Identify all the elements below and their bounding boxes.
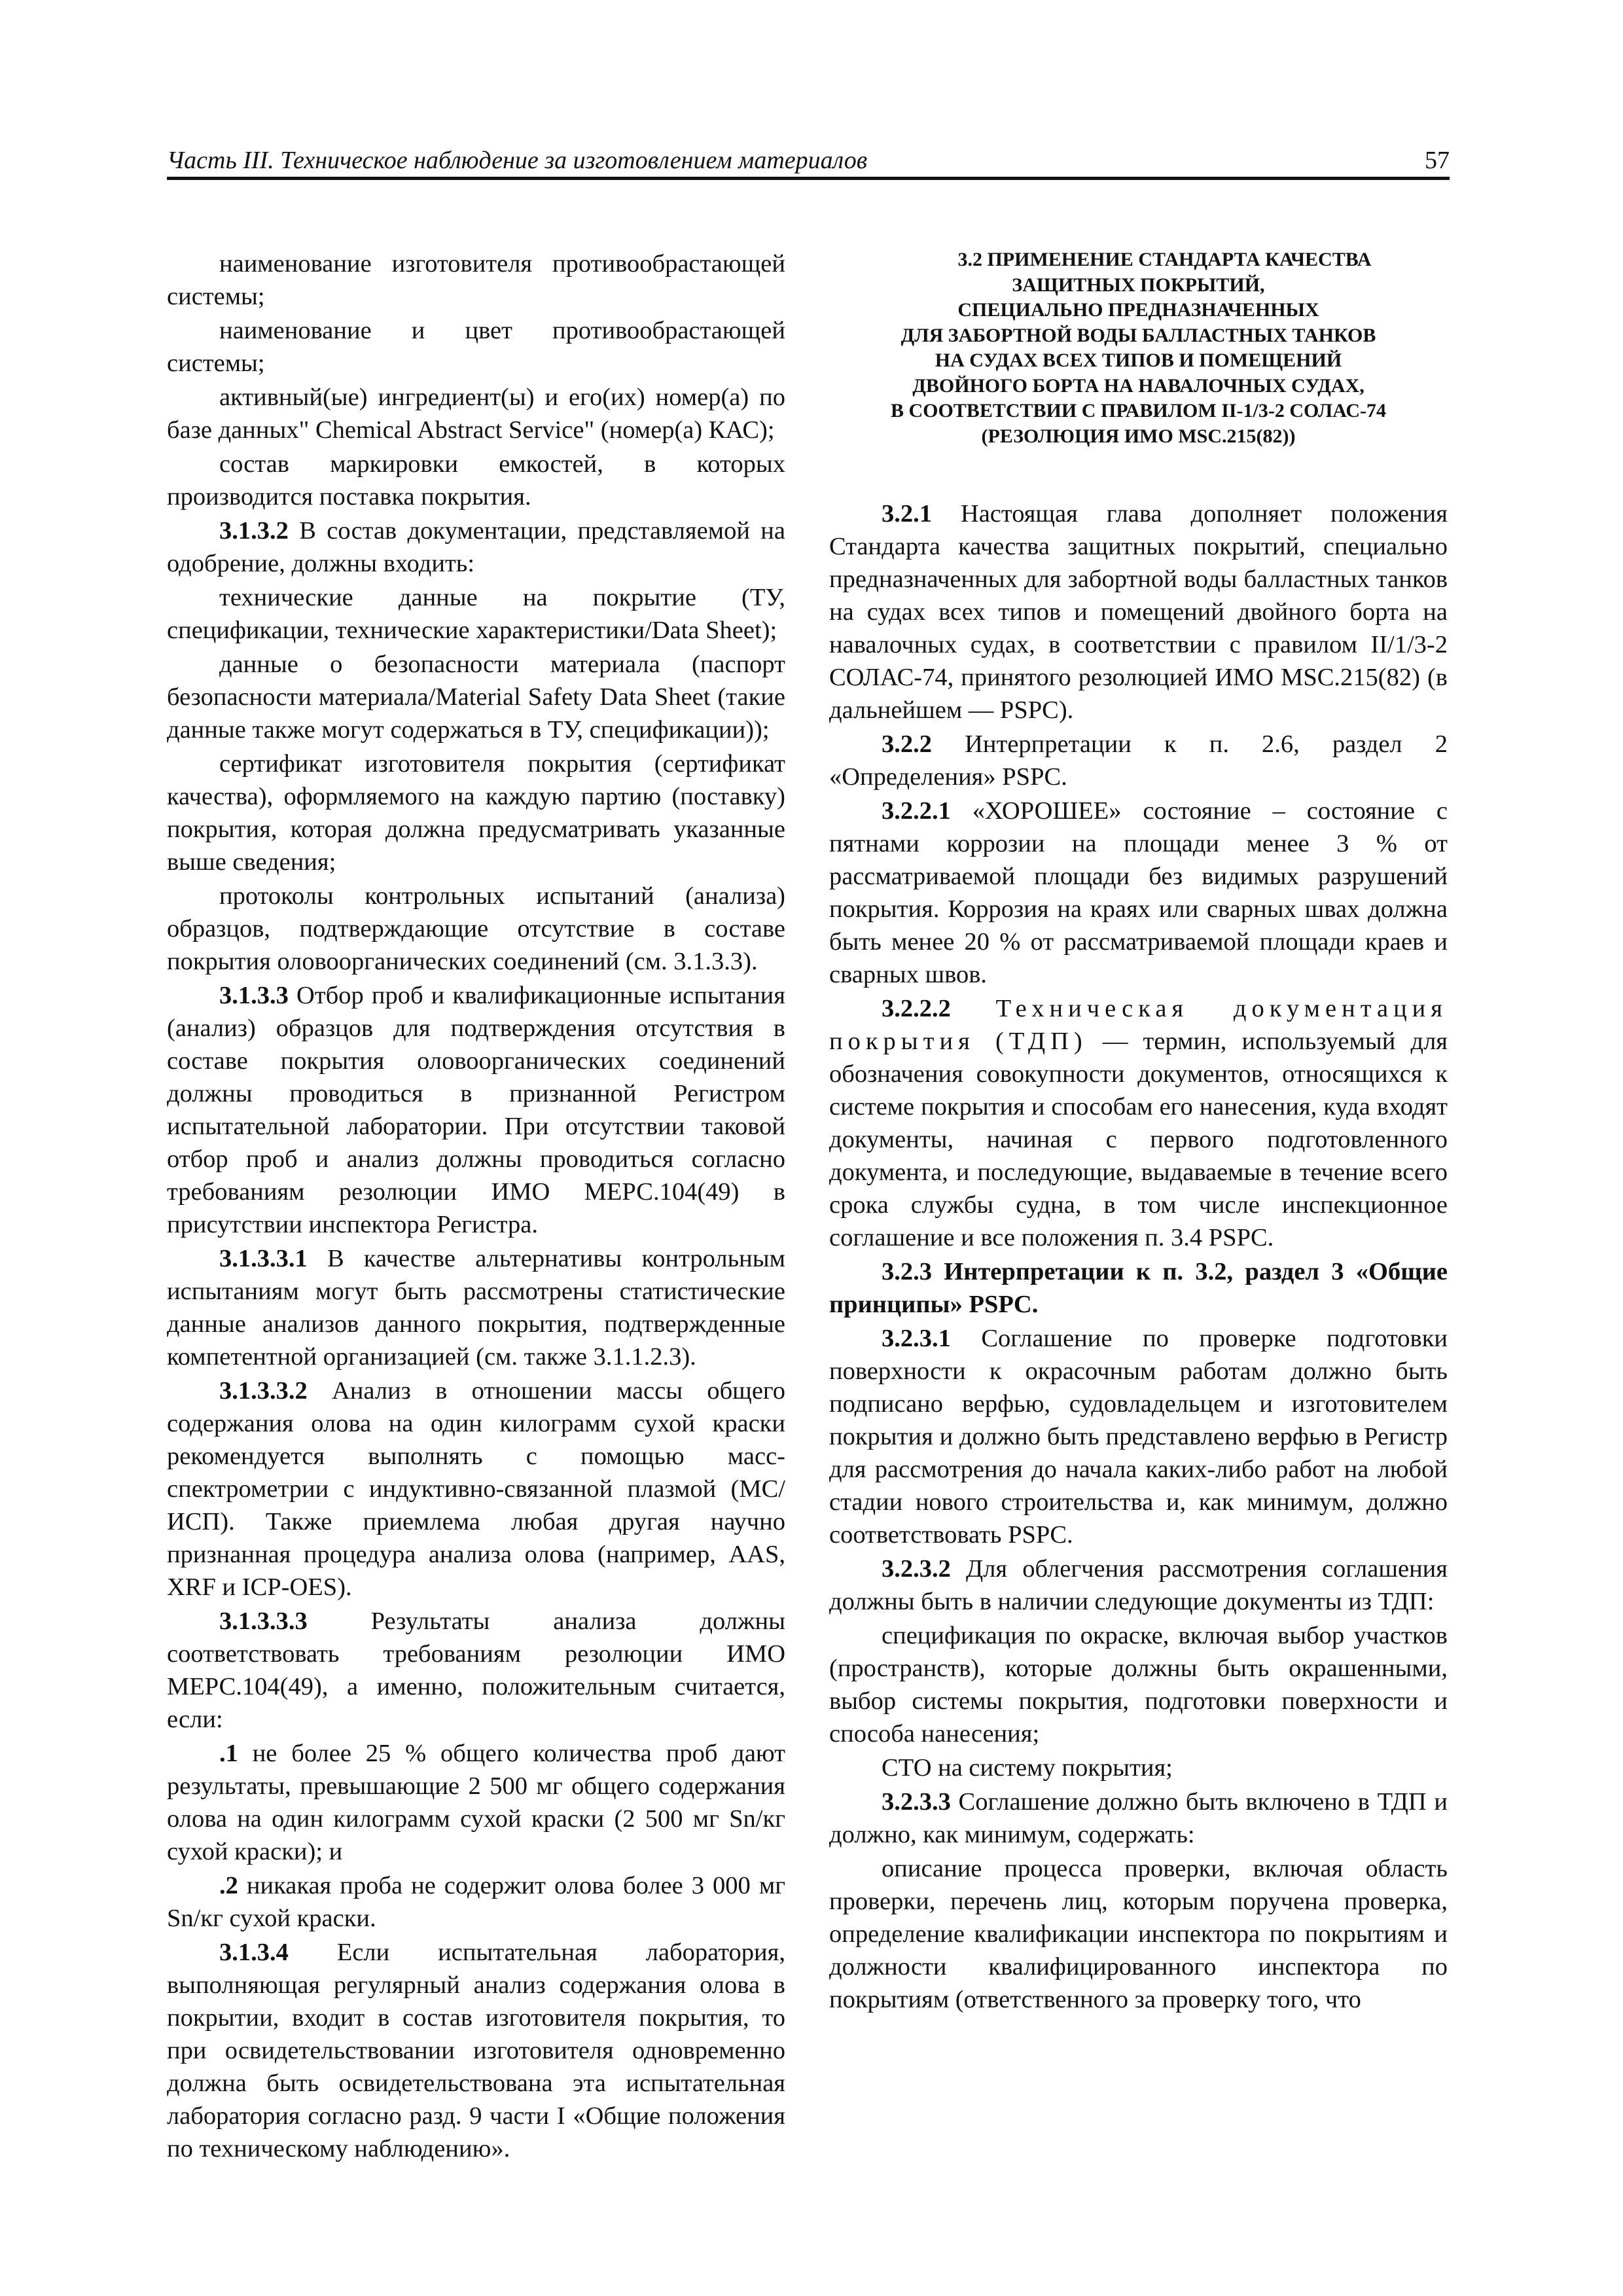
clause-text: Соглашение по проверке подготовки поверхности к окрасочным работам должно быть подписано верфью, судовладельцем и изготовителем покрытия и должно быть представлено верфью в Регистр для рассмотрения до начала каких-либо работ на любой стадии нового строительства и, как минимум, должно соответствовать PSPC. xyxy=(829,1325,1448,1549)
paragraph xyxy=(829,1785,1448,1851)
section-heading xyxy=(829,247,1448,449)
list-text: никакая проба не содержит олова более 3 000 мг Sn/кг сухой краски. xyxy=(167,1872,785,1932)
list-text: не более 25 % общего количества проб дают результаты, превышающие 2 500 мг общего содержания олова на один килограмм сухой краски (2 500 мг Sn/кг сухой краски); и xyxy=(167,1740,785,1865)
paragraph xyxy=(167,979,785,1241)
paragraph xyxy=(829,992,1448,1254)
list-number: .2 xyxy=(219,1872,238,1899)
paragraph: наименование изготовителя противообрастающей системы; xyxy=(167,250,785,310)
paragraph xyxy=(829,795,1448,991)
page-number: 57 xyxy=(1425,147,1450,174)
paragraph: состав маркировки емкостей, в которых производится поставка покрытия. xyxy=(167,450,785,511)
paragraph xyxy=(167,1936,785,2165)
clause-text: Интерпретации к п. 2.6, раздел 2 «Определения» PSPC. xyxy=(829,730,1448,791)
right-column xyxy=(829,247,1448,2017)
heading-line: 3.2 ПРИМЕНЕНИЕ СТАНДАРТА КАЧЕСТВА xyxy=(957,249,1372,270)
paragraph xyxy=(167,514,785,580)
clause-text: Анализ в отношении массы общего содержания олова на один килограмм сухой краски рекомендуется выполнять с помощью масс-спектрометрии с индуктивно-связанной плазмой (МС/ИСП). Также приемлема любая другая научно признанная процедура анализа олова (например, AAS, XRF и ICP-OES). xyxy=(167,1377,785,1601)
clause-number: 3.1.3.2 xyxy=(219,517,289,545)
heading-spacer xyxy=(829,450,1448,497)
paragraph xyxy=(167,1242,785,1373)
paragraph: активный(ые) ингредиент(ы) и его(их) номер(а) по базе данных" Chemical Abstract Service" (номер(а) КАС); xyxy=(167,384,785,444)
clause-number: 3.2.1 xyxy=(882,500,932,528)
subsection-title: 3.2.3 Интерпретации к п. 3.2, раздел 3 «Общие принципы» PSPC. xyxy=(829,1258,1448,1318)
clause-number: 3.1.3.3 xyxy=(219,982,289,1009)
clause-text: «ХОРОШЕЕ» состояние – состояние с пятнами коррозии на площади менее 3 % от рассматриваемой площади без видимых разрушений покрытия. Коррозия на краях или сварных швах должна быть менее 20 % от рассматриваемой площади краев и сварных швов. xyxy=(829,797,1448,988)
list-item xyxy=(167,1737,785,1868)
heading-line: НА СУДАХ ВСЕХ ТИПОВ И ПОМЕЩЕНИЙ xyxy=(935,350,1342,371)
paragraph: технические данные на покрытие (ТУ, спецификации, технические характеристики/Data Sheet); xyxy=(167,584,785,644)
heading-line: (РЕЗОЛЮЦИЯ ИМО MSC.215(82)) xyxy=(981,425,1296,447)
heading-line: СПЕЦИАЛЬНО ПРЕДНАЗНАЧЕННЫХ xyxy=(957,299,1319,321)
left-column xyxy=(167,247,785,2166)
clause-number: 3.1.3.3.3 xyxy=(219,1607,308,1635)
clause-text: В состав документации, представляемой на одобрение, должны входить: xyxy=(167,517,785,577)
paragraph xyxy=(167,1374,785,1604)
clause-number: 3.2.3.1 xyxy=(882,1325,951,1352)
header-rule xyxy=(167,177,1450,180)
paragraph xyxy=(829,728,1448,793)
clause-text: Если испытательная лаборатория, выполняющая регулярный анализ содержания олова в покрытии, входит в состав изготовителя покрытия, то при освидетельствовании изготовителя одновременно должна быть освидетельствована эта испытательная лаборатория согласно разд. 9 части I «Общие положения по техническому наблюдению». xyxy=(167,1939,785,2162)
defined-term: Техническая документация покрытия (ТДП) xyxy=(829,995,1448,1055)
clause-number: 3.2.3.2 xyxy=(882,1555,951,1583)
clause-text: Настоящая глава дополняет положения Стандарта качества защитных покрытий, специально предназначенных для забортной воды балластных танков на судах всех типов и помещений двойного борта на навалочных судах, в соответствии с правилом II/1/3-2 СОЛАС-74, принятого резолюцией ИМО MSC.215(82) (в дальнейшем — PSPC). xyxy=(829,500,1448,724)
clause-text: Соглашение должно быть включено в ТДП и должно, как минимум, содержать: xyxy=(829,1788,1448,1848)
clause-number: 3.1.3.3.2 xyxy=(219,1377,308,1405)
paragraph: наименование и цвет противообрастающей системы; xyxy=(167,317,785,377)
paragraph xyxy=(829,1552,1448,1618)
clause-text: Отбор проб и квалификационные испытания (анализ) образцов для подтверждения отсутствия в составе покрытия оловоорганических соединений должны проводиться в признанной Регистром испытательной лаборатории. При отсутствии таковой отбор проб и анализ должны проводиться согласно требованиям резолюции ИМО МЕРС.104(49) в присутствии инспектора Регистра. xyxy=(167,982,785,1238)
paragraph: данные о безопасности материала (паспорт безопасности материала/Material Safety Data Sheet (такие данные также могут содержаться в ТУ, спецификации)); xyxy=(167,651,785,744)
paragraph: описание процесса проверки, включая область проверки, перечень лиц, которым поручена проверка, определение квалификации инспектора по покрытиям и должности квалифицированного инспектора по покрытиям (ответственного за проверку того, что xyxy=(829,1855,1448,2013)
clause-number: 3.2.3.3 xyxy=(882,1788,951,1816)
heading-line: В СООТВЕТСТВИИ С ПРАВИЛОМ II-1/3-2 СОЛАС-74 xyxy=(890,400,1387,422)
list-number: .1 xyxy=(219,1740,238,1767)
heading-line: ДЛЯ ЗАБОРТНОЙ ВОДЫ БАЛЛАСТНЫХ ТАНКОВ xyxy=(901,324,1376,346)
running-title: Часть III. Техническое наблюдение за изготовлением материалов xyxy=(167,147,868,174)
clause-text: Для облегчения рассмотрения соглашения должны быть в наличии следующие документы из ТДП: xyxy=(829,1555,1448,1615)
clause-number: 3.1.3.4 xyxy=(219,1939,289,1966)
heading-line: ДВОЙНОГО БОРТА НА НАВАЛОЧНЫХ СУДАХ, xyxy=(912,374,1364,397)
clause-text: В качестве альтернативы контрольным испытаниям могут быть рассмотрены статистические данные анализов данного покрытия, подтвержденные компетентной организацией (см. также 3.1.1.2.3). xyxy=(167,1245,785,1371)
clause-number: 3.2.2.1 xyxy=(882,797,951,825)
clause-text: — термин, используемый для обозначения совокупности документов, относящихся к системе покрытия и способам его нанесения, куда входят документы, начиная с первого подготовленного документа, и последующие, выдаваемые в течение всего срока службы судна, в том числе инспекционное соглашение и все положения п. 3.4 PSPC. xyxy=(829,1028,1448,1251)
clause-text: Результаты анализа должны соответствовать требованиям резолюции ИМО МЕРС.104(49), а именно, положительным считается, если: xyxy=(167,1607,785,1733)
clause-number: 3.2.2.2 xyxy=(882,995,951,1022)
running-header xyxy=(167,141,1450,180)
paragraph xyxy=(829,497,1448,726)
paragraph: СТО на систему покрытия; xyxy=(882,1754,1173,1782)
clause-number: 3.2.2 xyxy=(882,730,932,758)
heading-line: ЗАЩИТНЫХ ПОКРЫТИЙ, xyxy=(1012,274,1265,296)
paragraph: сертификат изготовителя покрытия (сертификат качества), оформляемого на каждую партию (поставку) покрытия, которая должна предусматривать указанные выше сведения; xyxy=(167,750,785,876)
paragraph xyxy=(829,1322,1448,1551)
list-item xyxy=(167,1869,785,1935)
paragraph: протоколы контрольных испытаний (анализа) образцов, подтверждающие отсутствие в составе покрытия оловоорганических соединений (см. 3.1.3.3). xyxy=(167,882,785,975)
paragraph: спецификация по окраске, включая выбор участков (пространств), которые должны быть окрашенными, выбор системы покрытия, подготовки поверхности и способа нанесения; xyxy=(829,1622,1448,1748)
clause-number: 3.1.3.3.1 xyxy=(219,1245,308,1272)
paragraph xyxy=(167,1605,785,1736)
